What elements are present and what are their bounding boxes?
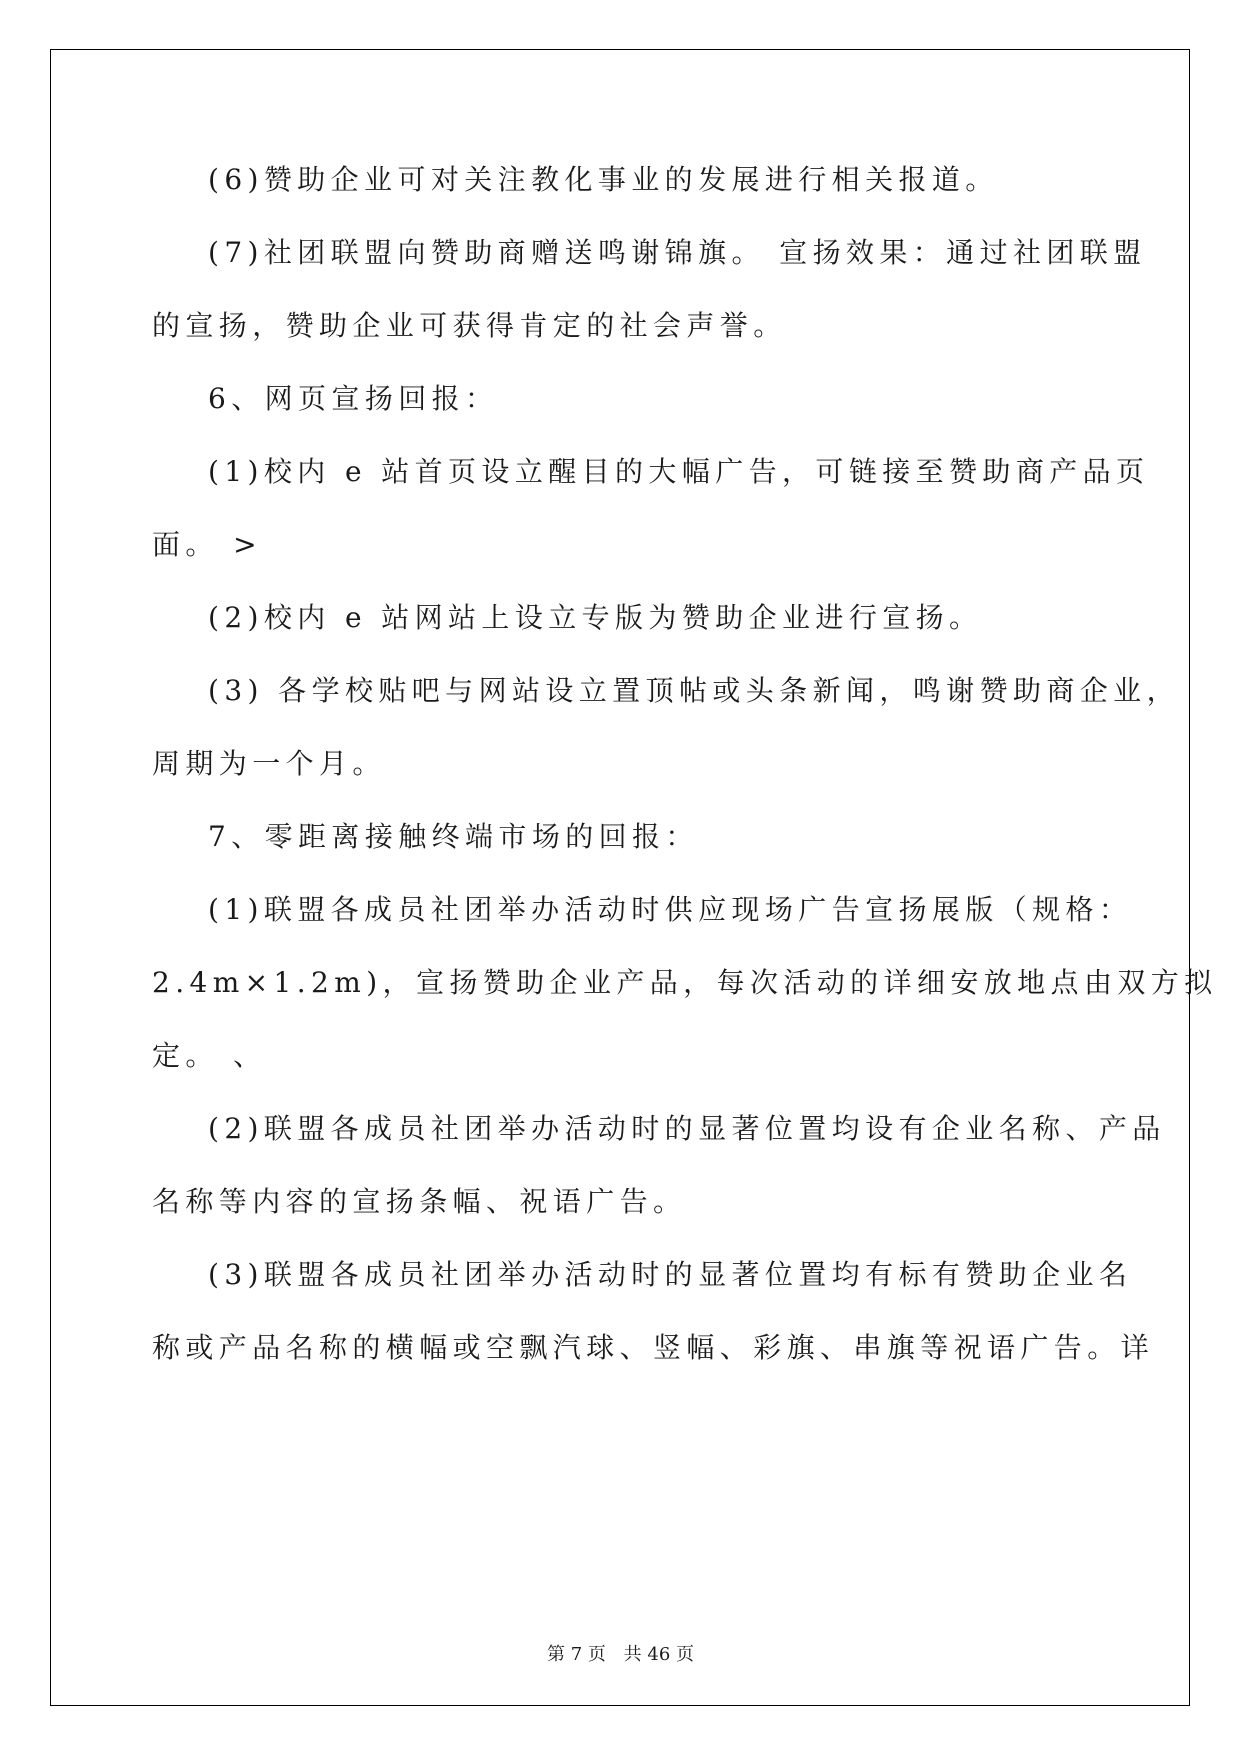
page-border xyxy=(50,49,1190,1706)
paragraph-line: 周期为一个月。 xyxy=(152,747,386,780)
paragraph-line: (1)联盟各成员社团举办活动时供应现场广告宣扬展版（规格： xyxy=(208,893,1133,926)
page-number: 第 7 页 xyxy=(547,1644,606,1665)
paragraph-line: 面。 > xyxy=(152,528,262,561)
paragraph-line: (2)联盟各成员社团举办活动时的显著位置均设有企业名称、产品 xyxy=(208,1112,1166,1145)
paragraph-line: 定。 、 xyxy=(152,1039,267,1072)
paragraph-line: 名称等内容的宣扬条幅、祝语广告。 xyxy=(152,1185,687,1218)
paragraph-line: (3)联盟各成员社团举办活动时的显著位置均有标有赞助企业名 xyxy=(208,1258,1133,1291)
page-footer xyxy=(0,1643,1241,1667)
paragraph-line: (6)赞助企业可对关注教化事业的发展进行相关报道。 xyxy=(208,163,999,196)
page-total: 共 46 页 xyxy=(623,1644,694,1665)
paragraph-line: (2)校内 e 站网站上设立专版为赞助企业进行宣扬。 xyxy=(208,601,983,634)
section-heading: 7、零距离接触终端市场的回报： xyxy=(208,820,699,853)
paragraph-line: (1)校内 e 站首页设立醒目的大幅广告，可链接至赞助商产品页 xyxy=(208,455,1150,488)
paragraph-line: 2.4m×1.2m)，宣扬赞助企业产品，每次活动的详细安放地点由双方拟 xyxy=(152,966,1218,999)
paragraph-line: 的宣扬，赞助企业可获得肯定的社会声誉。 xyxy=(152,309,787,342)
paragraph-line: 称或产品名称的横幅或空飘汽球、竖幅、彩旗、串旗等祝语广告。详 xyxy=(152,1331,1155,1364)
paragraph-line: (7)社团联盟向赞助商赠送鸣谢锦旗。 宣扬效果：通过社团联盟 xyxy=(208,236,1147,269)
section-heading: 6、网页宣扬回报： xyxy=(208,382,499,415)
paragraph-line: (3) 各学校贴吧与网站设立置顶帖或头条新闻，鸣谢赞助商企业， xyxy=(208,674,1180,707)
